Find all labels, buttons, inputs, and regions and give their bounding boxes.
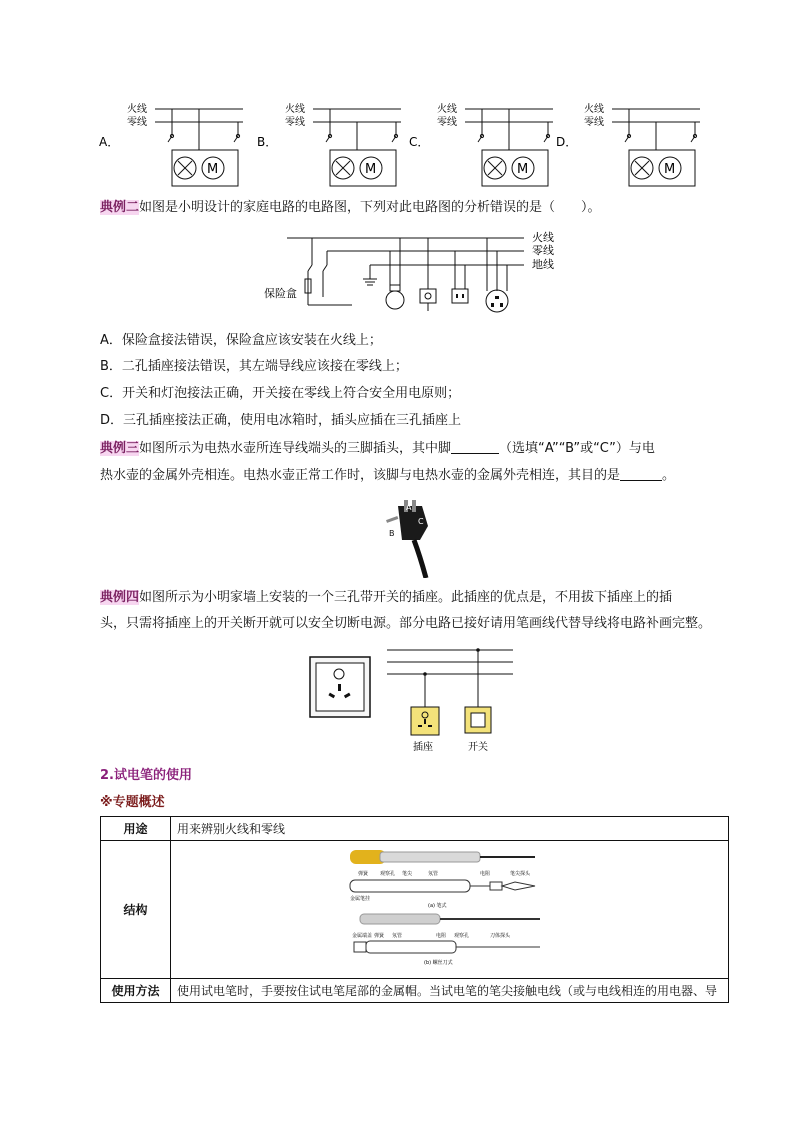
example2-option-a: A．保险盒接法错误，保险盒应该安装在火线上； [100,333,382,348]
option-wire-live-label: 火线 [127,104,147,115]
option-switch-right [392,136,396,142]
option-switch-right [544,136,548,142]
label-live: 火线 [532,231,554,244]
example3-tag: 典例三 [100,441,140,456]
example3-text-d: 。 [662,468,676,483]
example3-line1 [100,439,655,458]
pen-b-label-spring: 弹簧 [373,933,384,939]
option-switch-left [326,136,330,142]
option-diagrams-svg [95,98,715,190]
socket-photo-svg [309,656,371,718]
table-row [101,817,729,841]
pen-b-label-cap: 金属端盖 [351,933,372,939]
option-motor-label: M [517,162,529,177]
plug-figure [380,496,440,578]
row-label-structure: 结构 [101,841,171,979]
option-diagrams [95,98,715,190]
example3-blank-1[interactable] [451,439,499,454]
row-value-usage: 使用试电笔时，手要按住试电笔尾部的金属帽。当试电笔的笔尖接触电线（或与电线相连的用电器、导 [171,979,729,1003]
pen-a-label-resistor: 电阻 [479,871,490,877]
pen-b-caption: (b) 螺丝刀式 [423,960,453,966]
option-wire-live-label: 火线 [437,104,457,115]
example4-circuit [385,645,515,755]
option-letter: B． [257,135,278,149]
example3-text-a: 如图所示为电热水壶所连导线端头的三脚插头，其中脚 [139,441,452,456]
option-switch-left [478,136,482,142]
option-letter: A． [99,135,120,149]
option-switch-left [168,136,172,142]
example4-line2: 头，只需将插座上的开关断开就可以安全切断电源。部分电路已接好请用笔画线代替导线将电路补画完整。 [100,616,712,631]
pen-a-label-neon: 氖管 [427,871,438,877]
option-switch-right [234,136,238,142]
example3-text-b: （选填“A”“B”或“C”）与电 [499,441,655,456]
plug-label-b: B [389,529,395,538]
example2-option-d: D．三孔插座接法正确，使用电冰箱时，插头应插在三孔插座上 [100,413,462,428]
option-motor-label: M [664,162,676,177]
pen-a-label-probe: 笔尖探头 [509,871,530,877]
plug-svg [380,496,440,578]
pen-b-label-resistor: 电阻 [435,933,446,939]
pen-a-label-window: 观察孔 [379,871,395,877]
pen-b-label-neon: 氖管 [391,933,402,939]
test-pen-diagram [340,844,560,972]
option-motor-label: M [207,162,219,177]
example2-tag: 典例二 [100,200,140,215]
example4-tag: 典例四 [100,590,140,605]
option-letter: C． [409,135,430,149]
pen-a-caption: (a) 笔式 [427,903,447,909]
example2-text: 如图是小明设计的家庭电路的电路图，下列对此电路图的分析错误的是（ ）。 [139,200,601,215]
example2-circuit-figure [262,225,562,325]
row-label-purpose: 用途 [101,817,171,841]
pen-b-label-window: 观察孔 [453,933,469,939]
structure-figure-cell [171,841,729,979]
overview-table [100,816,729,1003]
plug-label-a: A [406,503,412,512]
example2-option-c: C．开关和灯泡接法正确，开关接在零线上符合安全用电原则； [100,386,461,401]
option-letter: D． [556,135,578,149]
label-fuse-box: 保险盒 [264,287,297,300]
table-row [101,841,729,979]
option-wire-neutral-label: 零线 [285,117,305,128]
option-wire-neutral-label: 零线 [584,117,604,128]
example2-question [100,199,601,217]
label-ground: 地线 [532,258,554,271]
example3-line2 [100,466,675,485]
example4-circuit-svg [385,645,515,755]
pen-a-label-tip: 笔尖 [401,871,412,877]
socket-label: 插座 [413,742,433,753]
option-switch-left [625,136,629,142]
option-wire-neutral-label: 零线 [127,117,147,128]
option-wire-live-label: 火线 [584,104,604,115]
plug-label-c: C [418,517,424,526]
section-title: 2.试电笔的使用 [100,768,192,783]
row-value-purpose: 用来辨别火线和零线 [171,817,729,841]
row-label-usage: 使用方法 [101,979,171,1003]
label-neutral: 零线 [532,244,554,257]
option-wire-live-label: 火线 [285,104,305,115]
example4-text-1: 如图所示为小明家墙上安装的一个三孔带开关的插座。此插座的优点是，不用拔下插座上的插 [139,590,673,605]
switch-label: 开关 [468,742,488,753]
option-switch-right [691,136,695,142]
option-wire-neutral-label: 零线 [437,117,457,128]
pen-a-label-spring: 弹簧 [357,871,368,877]
pen-b-label-probe: 刀体探头 [489,933,510,939]
pen-a-label-clip: 金属笔挂 [349,896,370,902]
option-motor-label: M [365,162,377,177]
table-row [101,979,729,1003]
example3-blank-2[interactable] [620,466,662,481]
example2-circuit-svg [262,225,562,325]
socket-photo [309,656,371,718]
example2-option-b: B．二孔插座接法错误，其左端导线应该接在零线上； [100,359,408,374]
section-subtitle: ※专题概述 [100,795,165,810]
example3-text-c: 热水壶的金属外壳相连。电热水壶正常工作时，该脚与电热水壶的金属外壳相连，其目的是 [100,468,621,483]
example4-line1 [100,589,672,607]
